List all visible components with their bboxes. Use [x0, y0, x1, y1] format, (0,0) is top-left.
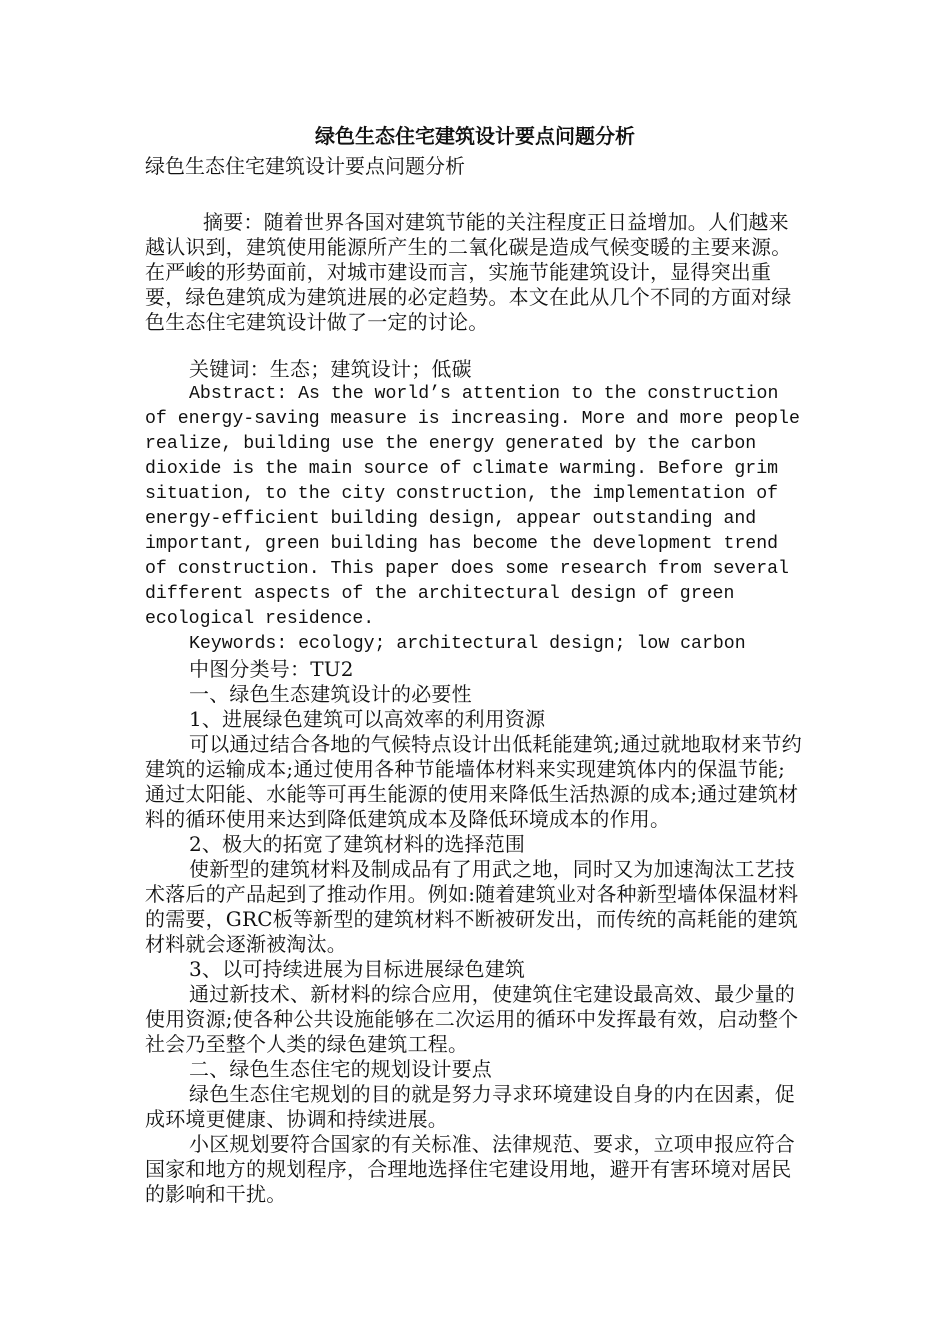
document-page: [145, 120, 811, 1207]
document-subtitle: 绿色生态住宅建筑设计要点问题分析: [145, 154, 465, 178]
section-2-paragraph-1: 绿色生态住宅规划的目的就是努力寻求环境建设自身的内在因素，促成环境更健康、协调和持续进展。: [145, 1082, 795, 1131]
abstract-en: Abstract: As the world’s attention to the construction of energy-saving measure is increasing. More and more people realize, building use the energy generated by the carbon dioxide is the main source of climate warming. Before grim situation, to the city construction, the implementation of energy-efficient building design, appear outstanding and important, green building has become the development trend of construction. This paper does some research from several different aspects of the architectural design of green ecological residence.: [145, 384, 811, 629]
section-1-item-3-heading: 3、以可持续进展为目标进展绿色建筑: [189, 957, 526, 981]
section-1-item-2-heading: 2、极大的拓宽了建筑材料的选择范围: [189, 832, 526, 856]
section-1-item-3-body: 通过新技术、新材料的综合应用，使建筑住宅建设最高效、最少量的使用资源;使各种公共设施能够在二次运用的循环中发挥最有效，启动整个社会乃至整个人类的绿色建筑工程。: [145, 982, 799, 1056]
classification-number: 中图分类号：TU2: [189, 657, 354, 681]
keywords-en: Keywords: ecology; architectural design; low carbon: [189, 634, 746, 654]
section-1-item-2-body: 使新型的建筑材料及制成品有了用武之地，同时又为加速淘汰工艺技术落后的产品起到了推动作用。例如:随着建筑业对各种新型墙体保温材料的需要，GRC板等新型的建筑材料不断被研发出，而传统的高耗能的建筑材料就会逐渐被淘汰。: [145, 857, 799, 956]
section-1-item-1-body: 可以通过结合各地的气候特点设计出低耗能建筑;通过就地取材来节约建筑的运输成本;通过使用各种节能墙体材料来实现建筑体内的保温节能;通过太阳能、水能等可再生能源的使用来降低生活热源的成本;通过建筑材料的循环使用来达到降低建筑成本及降低环境成本的作用。: [145, 732, 802, 831]
document-title: 绿色生态住宅建筑设计要点问题分析: [315, 124, 635, 148]
keywords-zh: 关键词：生态；建筑设计；低碳: [189, 357, 472, 381]
section-1-item-1-heading: 1、进展绿色建筑可以高效率的利用资源: [189, 707, 546, 731]
section-1-heading: 一、绿色生态建筑设计的必要性: [189, 682, 472, 706]
abstract-zh: 摘要：随着世界各国对建筑节能的关注程度正日益增加。人们越来越认识到，建筑使用能源所产生的二氧化碳是造成气候变暖的主要来源。在严峻的形势面前，对城市建设而言，实施节能建筑设计，显得突出重要，绿色建筑成为建筑进展的必定趋势。本文在此从几个不同的方面对绿色生态住宅建筑设计做了一定的讨论。: [145, 210, 792, 334]
section-2-paragraph-2: 小区规划要符合国家的有关标准、法律规范、要求，立项申报应符合国家和地方的规划程序，合理地选择住宅建设用地，避开有害环境对居民的影响和干扰。: [145, 1132, 795, 1206]
section-2-heading: 二、绿色生态住宅的规划设计要点: [189, 1057, 492, 1081]
